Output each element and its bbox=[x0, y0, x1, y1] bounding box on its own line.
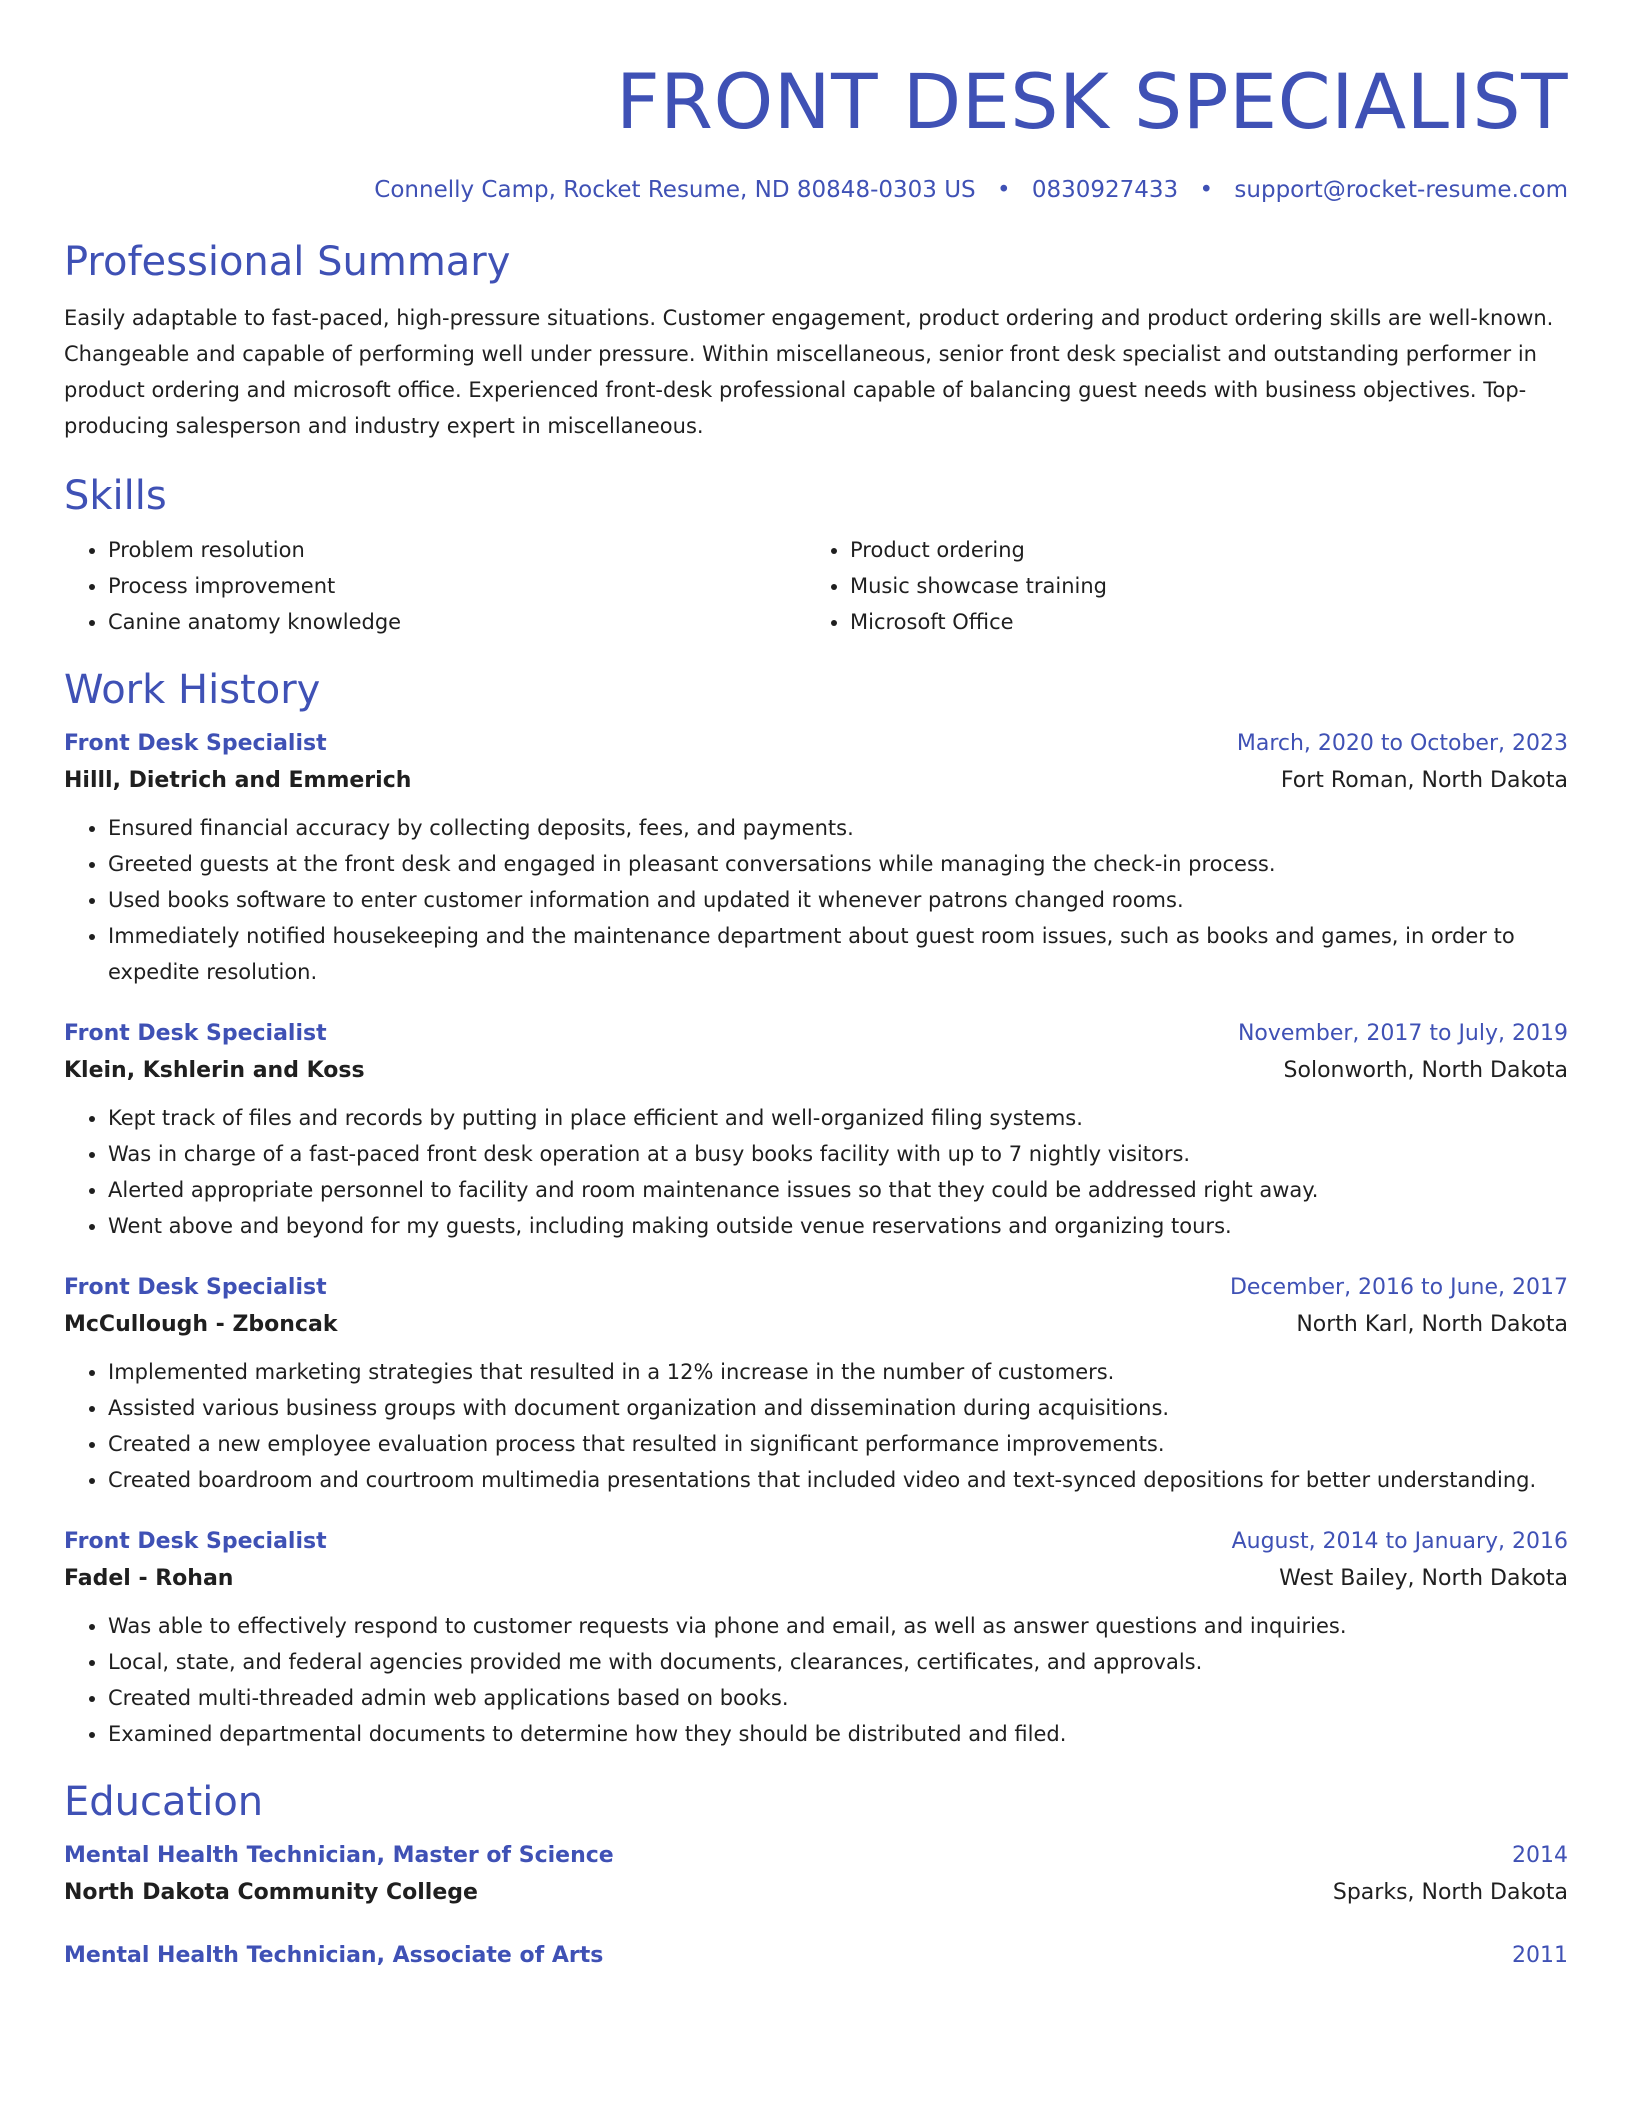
job-role: Front Desk Specialist bbox=[64, 731, 327, 756]
skill-item: • Product ordering bbox=[850, 532, 1548, 568]
job-bullet: • Used books software to enter customer information and updated it whenever patrons changed rooms. bbox=[108, 882, 1568, 918]
job-bullet: • Created boardroom and courtroom multimedia presentations that included video and text-synced depositions for better understanding. bbox=[108, 1462, 1568, 1498]
job-bullet: • Created multi-threaded admin web applications based on books. bbox=[108, 1680, 1568, 1716]
job-bullets bbox=[64, 1100, 1568, 1244]
skills-column-left bbox=[64, 532, 806, 640]
job-bullet: • Immediately notified housekeeping and the maintenance department about guest room issues, such as books and games, in order to expedite resolution. bbox=[108, 918, 1568, 990]
job-bullet: • Kept track of files and records by putting in place efficient and well-organized filing systems. bbox=[108, 1100, 1568, 1136]
job-bullet: • Created a new employee evaluation process that resulted in significant performance improvements. bbox=[108, 1426, 1568, 1462]
job-role: Front Desk Specialist bbox=[64, 1021, 327, 1046]
education-year: 2014 bbox=[1512, 1843, 1568, 1868]
job-company: Fadel - Rohan bbox=[64, 1566, 234, 1591]
job-dates: March, 2020 to October, 2023 bbox=[1236, 731, 1568, 756]
education-entry bbox=[64, 1938, 1568, 1974]
job-bullet: • Went above and beyond for my guests, including making outside venue reservations and organizing tours. bbox=[108, 1208, 1568, 1244]
job-entry bbox=[64, 726, 1568, 990]
skill-item: • Problem resolution bbox=[108, 532, 806, 568]
job-bullet: • Was able to effectively respond to customer requests via phone and email, as well as answer questions and inquiries. bbox=[108, 1608, 1568, 1644]
job-bullet: • Assisted various business groups with document organization and dissemination during acquisitions. bbox=[108, 1390, 1568, 1426]
contact-separator: • bbox=[996, 177, 1011, 203]
summary-heading: Professional Summary bbox=[64, 239, 511, 285]
job-bullets bbox=[64, 1354, 1568, 1498]
education-year: 2011 bbox=[1512, 1943, 1568, 1968]
resume-page bbox=[64, 56, 1568, 1974]
skill-item: • Microsoft Office bbox=[850, 604, 1548, 640]
job-bullet: • Was in charge of a fast-paced front desk operation at a busy books facility with up to 7 nightly visitors. bbox=[108, 1136, 1568, 1172]
education-entry bbox=[64, 1838, 1568, 1912]
contact-phone: 0830927433 bbox=[1031, 177, 1179, 203]
contact-line bbox=[64, 174, 1568, 206]
job-dates: December, 2016 to June, 2017 bbox=[1229, 1275, 1568, 1300]
skill-item: • Canine anatomy knowledge bbox=[108, 604, 806, 640]
contact-email: support@rocket-resume.com bbox=[1234, 177, 1568, 203]
job-bullet: • Greeted guests at the front desk and engaged in pleasant conversations while managing the check-in process. bbox=[108, 846, 1568, 882]
work-history-heading: Work History bbox=[64, 667, 321, 713]
job-bullet: • Ensured financial accuracy by collecting deposits, fees, and payments. bbox=[108, 810, 1568, 846]
resume-title: FRONT DESK SPECIALIST bbox=[615, 57, 1568, 146]
job-dates: November, 2017 to July, 2019 bbox=[1237, 1021, 1568, 1046]
job-company: Hilll, Dietrich and Emmerich bbox=[64, 768, 412, 793]
job-dates: August, 2014 to January, 2016 bbox=[1231, 1529, 1568, 1554]
job-bullet: • Local, state, and federal agencies provided me with documents, clearances, certificates, and approvals. bbox=[108, 1644, 1568, 1680]
job-bullet: • Implemented marketing strategies that resulted in a 12% increase in the number of customers. bbox=[108, 1354, 1568, 1390]
job-company: McCullough - Zboncak bbox=[64, 1312, 338, 1337]
job-company: Klein, Kshlerin and Koss bbox=[64, 1058, 365, 1083]
job-location: West Bailey, North Dakota bbox=[1279, 1566, 1568, 1591]
job-location: Fort Roman, North Dakota bbox=[1280, 768, 1568, 793]
contact-separator: • bbox=[1199, 177, 1214, 203]
education-degree: Mental Health Technician, Master of Science bbox=[64, 1843, 614, 1868]
skill-item: • Music showcase training bbox=[850, 568, 1548, 604]
skills-column-right bbox=[806, 532, 1548, 640]
job-bullets bbox=[64, 810, 1568, 990]
job-bullet: • Alerted appropriate personnel to facility and room maintenance issues so that they could be addressed right away. bbox=[108, 1172, 1568, 1208]
job-location: Solonworth, North Dakota bbox=[1283, 1058, 1568, 1083]
education-school: North Dakota Community College bbox=[64, 1880, 478, 1905]
skills-list bbox=[64, 532, 1568, 640]
job-entry bbox=[64, 1270, 1568, 1498]
job-location: North Karl, North Dakota bbox=[1296, 1312, 1568, 1337]
skill-item: • Process improvement bbox=[108, 568, 806, 604]
job-role: Front Desk Specialist bbox=[64, 1275, 327, 1300]
education-heading: Education bbox=[64, 1779, 264, 1825]
job-bullet: • Examined departmental documents to determine how they should be distributed and filed. bbox=[108, 1716, 1568, 1752]
summary-text: Easily adaptable to fast-paced, high-pressure situations. Customer engagement, product ordering and product ordering skills are well-known. Changeable and capable of performing well under pressure. Within miscellaneous, senior front desk specialist and outstanding performer in product ordering and microsoft office. Experienced front-desk professional capable of balancing guest needs with business objectives. Top-producing salesperson and industry expert in miscellaneous. bbox=[64, 306, 1554, 438]
job-role: Front Desk Specialist bbox=[64, 1529, 327, 1554]
job-entry bbox=[64, 1524, 1568, 1752]
job-bullets bbox=[64, 1608, 1568, 1752]
education-degree: Mental Health Technician, Associate of Arts bbox=[64, 1943, 604, 1968]
contact-address: Connelly Camp, Rocket Resume, ND 80848-0303 US bbox=[374, 177, 976, 203]
skills-heading: Skills bbox=[64, 473, 167, 519]
education-location: Sparks, North Dakota bbox=[1332, 1880, 1568, 1905]
job-entry bbox=[64, 1016, 1568, 1244]
